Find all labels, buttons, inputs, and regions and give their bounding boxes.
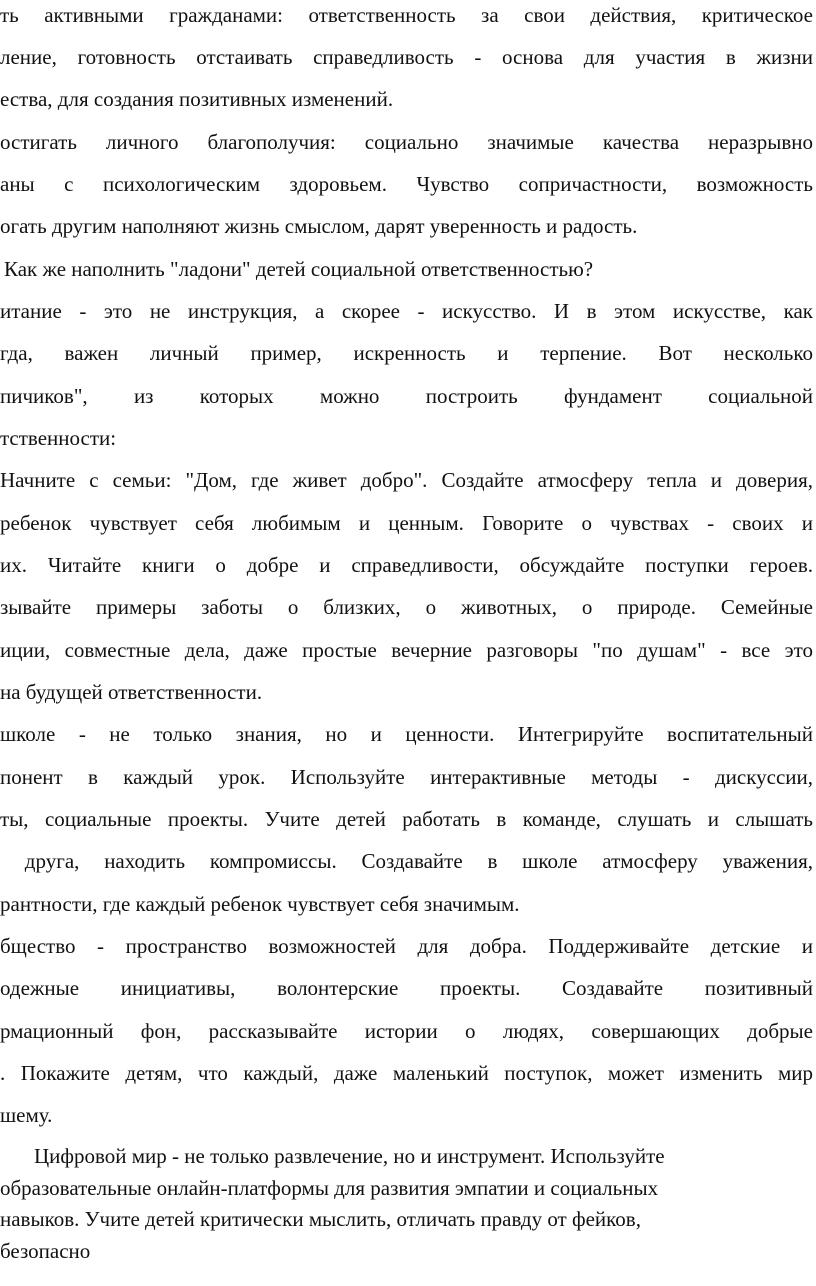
text-line: ества, для создания позитивных изменений.: [0, 87, 394, 111]
text-line: ребенок чувствует себя любимым и ценным. Говорите о чувствах - своих и: [0, 511, 813, 535]
text-line: остигать личного благополучия: социально значимые качества неразрывно: [0, 130, 813, 154]
text-line: навыков. Учите детей критически мыслить, отличать правду от фейков,: [0, 1207, 641, 1231]
text-line: на будущей ответственности.: [0, 680, 263, 704]
text-line: тственности:: [0, 426, 117, 450]
text-line: ты, социальные проекты. Учите детей работать в команде, слушать и слышать: [0, 807, 813, 831]
text-line: рмационный фон, рассказывайте истории о людях, совершающих добрые: [0, 1019, 813, 1043]
text-line: бщество - пространство возможностей для добра. Поддерживайте детские и: [0, 934, 813, 958]
text-line: зывайте примеры заботы о близких, о животных, о природе. Семейные: [0, 595, 813, 619]
text-line: безопасно: [0, 1239, 91, 1263]
text-line: шему.: [0, 1103, 53, 1127]
text-line: итание - это не инструкция, а скорее - искусство. И в этом искусстве, как: [0, 299, 813, 323]
text-line: их. Читайте книги о добре и справедливости, обсуждайте поступки героев.: [0, 553, 813, 577]
text-line: образовательные онлайн-платформы для развития эмпатии и социальных: [0, 1176, 659, 1200]
text-line: огать другим наполняют жизнь смыслом, дарят уверенность и радость.: [0, 214, 638, 238]
text-line: одежные инициативы, волонтерские проекты. Создавайте позитивный: [0, 976, 813, 1000]
text-line: аны с психологическим здоровьем. Чувство сопричастности, возможность: [0, 172, 813, 196]
text-line: гда, важен личный пример, искренность и терпение. Вот несколько: [0, 341, 813, 365]
text-line: . Покажите детям, что каждый, даже маленький поступок, может изменить мир: [0, 1061, 813, 1085]
text-line: друга, находить компромиссы. Создавайте в школе атмосферу уважения,: [0, 849, 813, 873]
text-line: Цифровой мир - не только развлечение, но и инструмент. Используйте: [34, 1144, 665, 1168]
text-line: ть активными гражданами: ответственность за свои действия, критическое: [0, 3, 813, 27]
text-line: пичиков", из которых можно построить фундамент социальной: [0, 384, 813, 408]
text-line: понент в каждый урок. Используйте интерактивные методы - дискуссии,: [0, 765, 813, 789]
text-line: ление, готовность отстаивать справедливость - основа для участия в жизни: [0, 45, 813, 69]
text-line: школе - не только знания, но и ценности. Интегрируйте воспитательный: [0, 722, 813, 746]
text-line: иции, совместные дела, даже простые вечерние разговоры "по душам" - все это: [0, 638, 813, 662]
text-line: Начните с семьи: "Дом, где живет добро". Создайте атмосферу тепла и доверия,: [0, 468, 813, 492]
text-line: рантности, где каждый ребенок чувствует себя значимым.: [0, 892, 520, 916]
text-line: Как же наполнить "ладони" детей социальной ответственностью?: [4, 257, 594, 281]
